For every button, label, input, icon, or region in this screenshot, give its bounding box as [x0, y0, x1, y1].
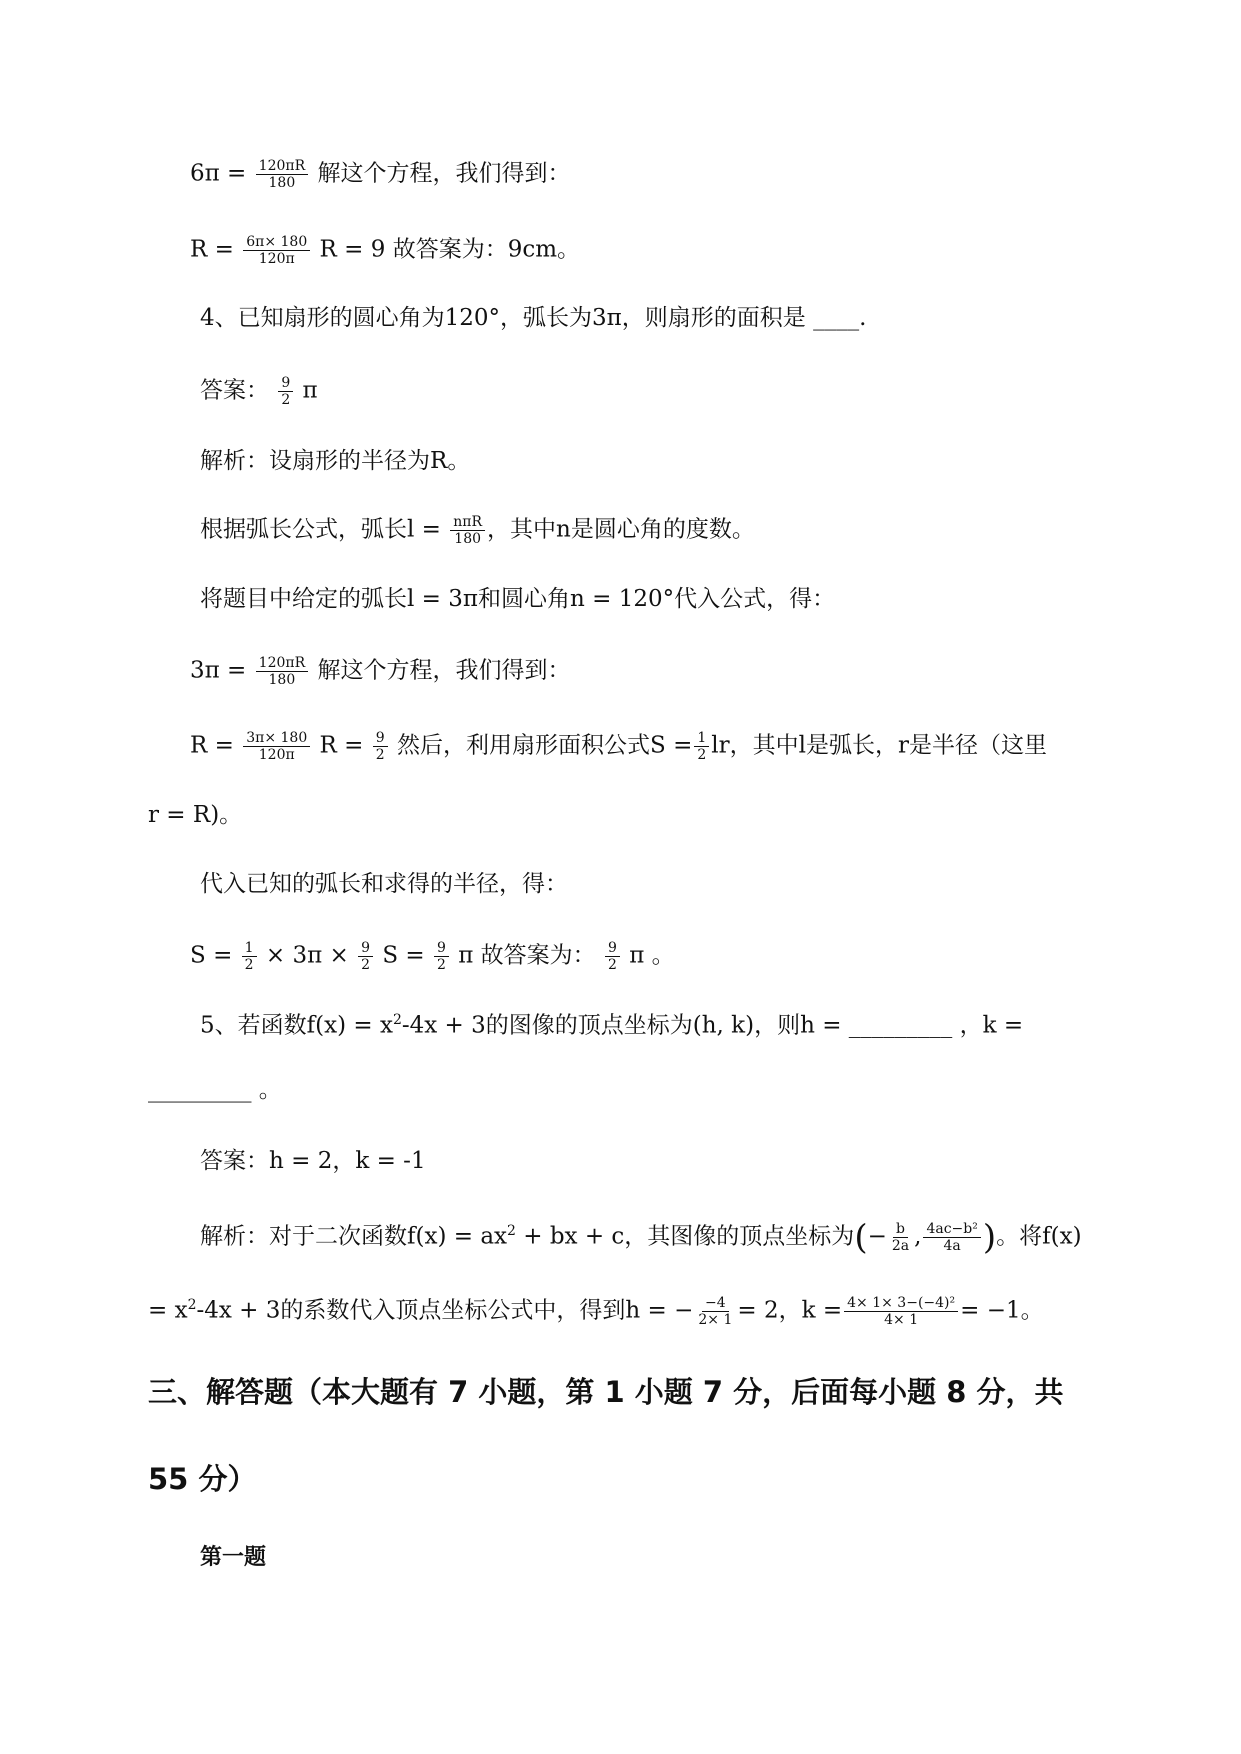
fraction-numerator: 9 — [605, 940, 620, 957]
equation-tail: R = 9 故答案为：9cm。 — [319, 236, 581, 263]
explanation-4-line-7 — [200, 869, 568, 899]
superscript: 2 — [392, 1012, 402, 1028]
explanation-text: 代入已知的弧长和求得的半径，得： — [200, 871, 568, 897]
fraction — [256, 655, 308, 688]
explanation-text: 将题目中给定的弧长l = 3π和圆心角n = 120°代入公式，得： — [200, 586, 836, 612]
explanation-text: -4x + 3的系数代入顶点坐标公式中，得到h = − — [196, 1297, 694, 1324]
question-5-text: 5、若函数f(x) = x — [200, 1012, 393, 1039]
superscript: 2 — [187, 1297, 197, 1313]
fraction-denominator: 120π — [258, 747, 295, 763]
explanation-text: 解析：对于二次函数f(x) = ax — [200, 1223, 508, 1250]
explanation-text: 。将f(x) — [996, 1223, 1082, 1250]
equation-text: lr，其中l是弧长，r是半径（这里 — [711, 732, 1047, 759]
explanation-4-line-6 — [148, 800, 242, 830]
explanation-text: 解析：设扇形的半径为R。 — [200, 448, 471, 474]
superscript: 2 — [507, 1223, 516, 1239]
fraction-numerator: 120πR — [256, 158, 308, 175]
equation-line-1 — [190, 158, 570, 191]
question-5-text: _________ 。 — [148, 1077, 282, 1103]
equation-lhs: R = — [190, 236, 234, 263]
fraction-denominator: 2a — [891, 1238, 910, 1255]
fraction-numerator: b — [893, 1221, 908, 1238]
fraction — [256, 158, 308, 191]
explanation-4-line-5 — [190, 730, 1047, 763]
question-4 — [200, 303, 866, 333]
fraction-numerator: 9 — [278, 375, 293, 392]
first-question-label: 第一题 — [200, 1545, 267, 1570]
fraction-denominator: 180 — [454, 531, 482, 547]
fraction-denominator: 4a — [943, 1238, 961, 1255]
answer-label: 答案： — [200, 377, 269, 404]
equation-line-2 — [190, 234, 580, 267]
right-paren: ) — [982, 1217, 997, 1258]
explanation-5-line-1 — [200, 1216, 1082, 1258]
fraction-denominator: 180 — [268, 672, 296, 688]
question-5-text: -4x + 3的图像的顶点坐标为(h, k)，则h = _________ ，k = — [401, 1012, 1024, 1039]
question-5 — [200, 1005, 1023, 1041]
explanation-text: + bx + c，其图像的顶点坐标为 — [515, 1223, 855, 1250]
fraction — [373, 730, 388, 763]
fraction — [605, 940, 620, 973]
answer-5 — [200, 1146, 426, 1176]
fraction — [889, 1221, 912, 1254]
fraction-denominator: 2 — [244, 957, 254, 973]
question-4-text: 4、已知扇形的圆心角为120°，弧长为3π，则扇形的面积是 ____. — [200, 305, 867, 331]
explanation-text: = −1。 — [960, 1297, 1044, 1324]
fraction-numerator: 9 — [358, 940, 373, 957]
fraction-numerator: 6π× 180 — [243, 234, 310, 251]
fraction-numerator: 4× 1× 3−(−4)² — [844, 1295, 958, 1312]
fraction-denominator: 180 — [268, 175, 296, 191]
fraction — [358, 940, 373, 973]
comma: , — [914, 1223, 922, 1250]
explanation-4-line-8 — [190, 940, 675, 973]
explanation-text: = x — [148, 1297, 188, 1324]
fraction — [844, 1295, 958, 1328]
section-title-line-1: 三、解答题（本大题有 7 小题，第 1 小题 7 分，后面每小题 8 分，共 — [148, 1375, 1064, 1409]
equation-text: π 故答案为： — [458, 942, 596, 969]
explanation-4-line-4 — [190, 655, 570, 688]
left-paren: ( — [854, 1217, 868, 1258]
equation-text: S = — [382, 942, 425, 969]
answer-4 — [200, 375, 318, 408]
fraction-denominator: 2 — [281, 392, 291, 408]
fraction-numerator: 3π× 180 — [243, 730, 310, 747]
explanation-text: 根据弧长公式，弧长l = — [200, 516, 441, 543]
fraction-numerator: nπR — [450, 514, 485, 531]
equation-tail: 解这个方程，我们得到： — [317, 160, 571, 187]
equation-text: × 3π × — [265, 942, 349, 969]
fraction-denominator: 4× 1 — [884, 1312, 919, 1329]
equation-text: S = — [190, 942, 233, 969]
fraction-denominator: 2 — [375, 747, 385, 763]
fraction-denominator: 120π — [258, 251, 295, 267]
answer-text: 答案：h = 2，k = -1 — [200, 1148, 426, 1174]
fraction — [243, 730, 310, 763]
fraction-denominator: 2× 1 — [698, 1312, 733, 1329]
answer-tail: π — [302, 377, 318, 404]
equation-lhs: 6π = — [190, 160, 247, 187]
fraction — [450, 514, 485, 547]
fraction-numerator: 4ac−b² — [923, 1221, 980, 1238]
fraction — [434, 940, 449, 973]
fraction-numerator: 120πR — [256, 655, 308, 672]
equation-text: 然后，利用扇形面积公式S = — [397, 732, 693, 759]
fraction-numerator: −4 — [702, 1295, 729, 1312]
fraction-numerator: 9 — [373, 730, 388, 747]
fraction-numerator: 1 — [694, 730, 709, 747]
question-5-continued — [148, 1075, 282, 1105]
fraction — [278, 375, 293, 408]
explanation-4-line-2 — [200, 514, 755, 547]
equation-text: R = — [319, 732, 364, 759]
explanation-4-line-1 — [200, 446, 470, 476]
fraction-numerator: 9 — [434, 940, 449, 957]
explanation-text: r = R)。 — [148, 802, 243, 828]
fraction-denominator: 2 — [608, 957, 617, 973]
equation-lhs: 3π = — [190, 657, 247, 684]
equation-lhs: R = — [190, 732, 234, 759]
fraction — [243, 234, 310, 267]
fraction — [694, 730, 709, 763]
minus-sign: − — [867, 1223, 887, 1250]
fraction — [242, 940, 257, 973]
explanation-text: = 2，k = — [737, 1297, 843, 1324]
fraction-numerator: 1 — [242, 940, 257, 957]
explanation-5-line-2 — [148, 1290, 1044, 1328]
fraction-denominator: 2 — [437, 957, 446, 973]
explanation-4-line-3 — [200, 584, 835, 614]
fraction-denominator: 2 — [697, 747, 707, 763]
section-title-line-2: 55 分） — [148, 1462, 257, 1496]
fraction-denominator: 2 — [361, 957, 371, 973]
fraction — [695, 1295, 735, 1328]
explanation-text: ，其中n是圆心角的度数。 — [487, 516, 755, 543]
equation-tail: 解这个方程，我们得到： — [317, 657, 571, 684]
equation-text: π 。 — [629, 942, 675, 969]
fraction — [923, 1221, 980, 1254]
